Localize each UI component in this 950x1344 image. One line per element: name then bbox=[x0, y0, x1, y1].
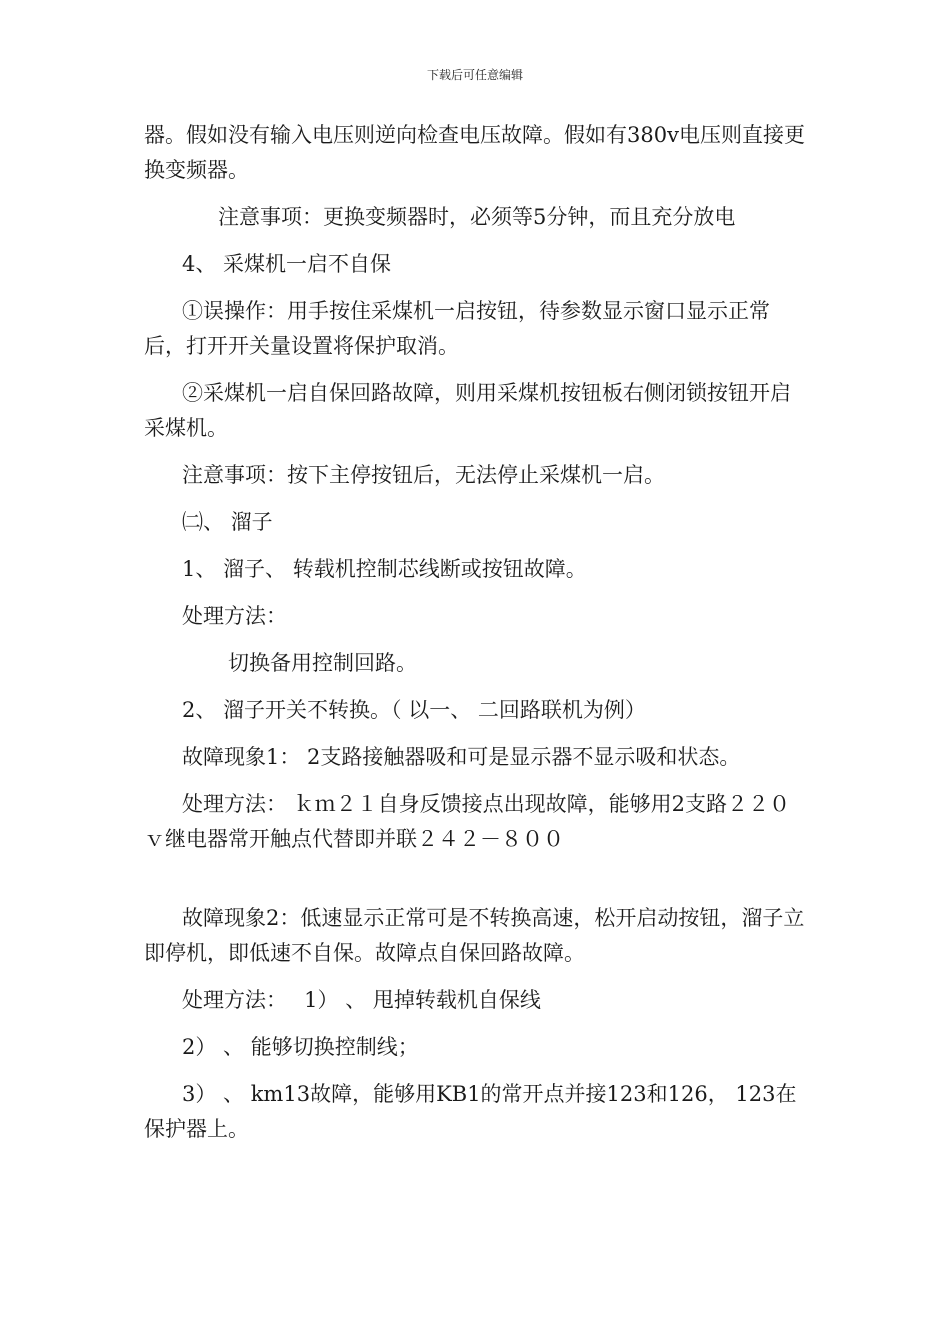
paragraph-inverter-check: 器。假如没有输入电压则逆向检查电压故障。假如有380v电压则直接更换变频器。 bbox=[144, 123, 805, 182]
paragraph-no-switch: 2、 溜子开关不转换。（ 以一、 二回路联机为例） bbox=[182, 698, 646, 722]
paragraph-method-km21: 处理方法： ｋｍ２１自身反馈接点出现故障，能够用2支路２２０ｖ继电器常开触点代替即并联２４２－８００ bbox=[144, 792, 791, 851]
heading-shearer-start: 4、 采煤机一启不自保 bbox=[182, 252, 392, 276]
paragraph-misoperation: ①误操作：用手按住采煤机一启按钮，待参数显示窗口显示正常后，打开开关量设置将保护取消。 bbox=[144, 299, 770, 358]
paragraph-method-step-2: 2） 、 能够切换控制线； bbox=[182, 1035, 419, 1059]
paragraph-control-wire-fault: 1、 溜子、 转载机控制芯线断或按钮故障。 bbox=[182, 557, 587, 581]
paragraph-method-step-3: 3） 、 km13故障，能够用KB1的常开点并接123和126， 123在保护器上。 bbox=[144, 1082, 797, 1141]
paragraph-method-label: 处理方法： bbox=[182, 604, 287, 628]
paragraph-fault-1: 故障现象1： 2支路接触器吸和可是显示器不显示吸和状态。 bbox=[182, 745, 741, 769]
paragraph-method-step-1: 处理方法： 1） 、 甩掉转载机自保线 bbox=[182, 988, 541, 1012]
paragraph-switch-backup: 切换备用控制回路。 bbox=[228, 651, 417, 675]
paragraph-fault-2: 故障现象2：低速显示正常可是不转换高速，松开启动按钮，溜子立即停机，即低速不自保。故障点自保回路故障。 bbox=[144, 906, 805, 965]
page-header: 下载后可任意编辑 bbox=[426, 68, 523, 82]
paragraph-self-hold-fault: ②采煤机一启自保回路故障，则用采煤机按钮板右侧闭锁按钮开启采煤机。 bbox=[144, 381, 791, 440]
document-body bbox=[144, 118, 806, 1159]
heading-conveyor: ㈡、 溜子 bbox=[182, 510, 273, 534]
paragraph-stop-note: 注意事项：按下主停按钮后，无法停止采煤机一启。 bbox=[182, 463, 665, 487]
paragraph-inverter-note: 注意事项：更换变频器时，必须等5分钟，而且充分放电 bbox=[218, 205, 736, 229]
